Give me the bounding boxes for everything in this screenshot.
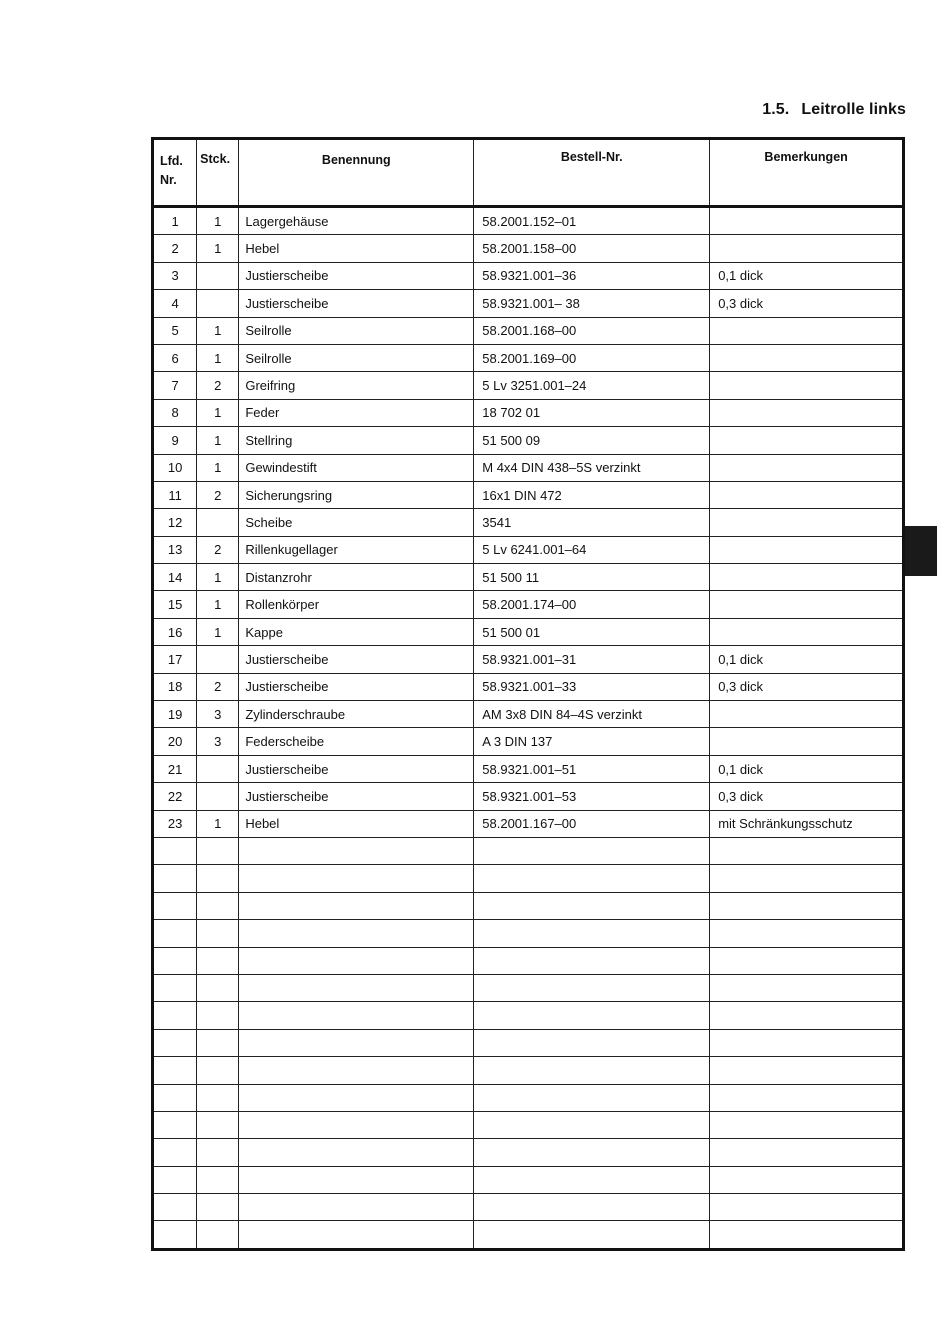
cell-lfd-nr: 2 <box>153 235 197 262</box>
cell-stck <box>197 974 239 1001</box>
table-row <box>153 317 904 344</box>
cell-benennung <box>239 1221 474 1249</box>
page-heading <box>762 101 906 119</box>
table-row <box>153 1111 904 1138</box>
cell-bemerkungen <box>710 207 904 235</box>
cell-bestell-nr <box>474 1139 710 1166</box>
cell-benennung: Justierscheibe <box>239 673 474 700</box>
table-row <box>153 399 904 426</box>
cell-benennung: Gewindestift <box>239 454 474 481</box>
cell-bestell-nr <box>474 1194 710 1221</box>
cell-benennung <box>239 1111 474 1138</box>
cell-benennung <box>239 892 474 919</box>
cell-benennung <box>239 1166 474 1193</box>
cell-bestell-nr <box>474 974 710 1001</box>
cell-lfd-nr <box>153 1166 197 1193</box>
cell-lfd-nr <box>153 1111 197 1138</box>
table-row <box>153 646 904 673</box>
cell-bestell-nr: 58.2001.168–00 <box>474 317 710 344</box>
table-row <box>153 564 904 591</box>
cell-bemerkungen <box>710 1139 904 1166</box>
cell-benennung: Justierscheibe <box>239 783 474 810</box>
table-row <box>153 783 904 810</box>
cell-stck: 1 <box>197 235 239 262</box>
cell-lfd-nr: 13 <box>153 536 197 563</box>
header-lfd-nr <box>153 139 197 207</box>
cell-benennung: Justierscheibe <box>239 755 474 782</box>
table-row <box>153 865 904 892</box>
cell-bemerkungen <box>710 920 904 947</box>
cell-bestell-nr: 5 Lv 6241.001–64 <box>474 536 710 563</box>
cell-benennung: Federscheibe <box>239 728 474 755</box>
cell-stck: 2 <box>197 372 239 399</box>
cell-stck: 3 <box>197 701 239 728</box>
cell-lfd-nr: 12 <box>153 509 197 536</box>
cell-bemerkungen <box>710 427 904 454</box>
cell-lfd-nr <box>153 920 197 947</box>
table-row <box>153 673 904 700</box>
section-number: 1.5. <box>762 101 790 118</box>
cell-bestell-nr: 58.9321.001–31 <box>474 646 710 673</box>
cell-stck <box>197 1139 239 1166</box>
header-bestell-nr: Bestell-Nr. <box>474 139 710 207</box>
cell-bestell-nr: 58.9321.001–33 <box>474 673 710 700</box>
cell-lfd-nr: 11 <box>153 481 197 508</box>
cell-stck: 2 <box>197 673 239 700</box>
table-row <box>153 1194 904 1221</box>
cell-lfd-nr: 10 <box>153 454 197 481</box>
cell-bemerkungen <box>710 1221 904 1249</box>
cell-lfd-nr: 8 <box>153 399 197 426</box>
table-row <box>153 427 904 454</box>
table-row <box>153 728 904 755</box>
cell-bemerkungen <box>710 481 904 508</box>
cell-benennung <box>239 1002 474 1029</box>
cell-stck <box>197 865 239 892</box>
cell-bemerkungen: 0,1 dick <box>710 646 904 673</box>
cell-lfd-nr: 21 <box>153 755 197 782</box>
cell-lfd-nr <box>153 947 197 974</box>
cell-lfd-nr: 17 <box>153 646 197 673</box>
cell-benennung: Hebel <box>239 810 474 837</box>
cell-stck: 1 <box>197 591 239 618</box>
table-row <box>153 920 904 947</box>
cell-bestell-nr: 58.2001.174–00 <box>474 591 710 618</box>
cell-bemerkungen: mit Schränkungsschutz <box>710 810 904 837</box>
cell-bemerkungen <box>710 1194 904 1221</box>
cell-bemerkungen <box>710 865 904 892</box>
cell-benennung <box>239 974 474 1001</box>
cell-bemerkungen <box>710 1002 904 1029</box>
table-row <box>153 810 904 837</box>
cell-lfd-nr: 23 <box>153 810 197 837</box>
cell-benennung: Zylinderschraube <box>239 701 474 728</box>
cell-bemerkungen <box>710 235 904 262</box>
cell-stck <box>197 783 239 810</box>
table-row <box>153 591 904 618</box>
cell-bemerkungen <box>710 974 904 1001</box>
table-row <box>153 892 904 919</box>
table-row <box>153 344 904 371</box>
cell-stck <box>197 1221 239 1249</box>
cell-stck: 1 <box>197 618 239 645</box>
cell-bestell-nr <box>474 1221 710 1249</box>
cell-bestell-nr: 51 500 01 <box>474 618 710 645</box>
cell-lfd-nr <box>153 1057 197 1084</box>
cell-bemerkungen <box>710 1111 904 1138</box>
cell-bestell-nr: A 3 DIN 137 <box>474 728 710 755</box>
cell-bestell-nr: 51 500 11 <box>474 564 710 591</box>
cell-stck: 1 <box>197 317 239 344</box>
cell-benennung <box>239 1029 474 1056</box>
cell-bestell-nr <box>474 837 710 864</box>
cell-stck <box>197 837 239 864</box>
cell-bestell-nr: 18 702 01 <box>474 399 710 426</box>
header-lfd-label: Lfd. <box>160 154 183 168</box>
cell-bemerkungen <box>710 317 904 344</box>
table-row <box>153 262 904 289</box>
table-row <box>153 207 904 235</box>
table-row <box>153 755 904 782</box>
cell-benennung: Rollenkörper <box>239 591 474 618</box>
cell-lfd-nr: 20 <box>153 728 197 755</box>
cell-lfd-nr: 14 <box>153 564 197 591</box>
table-row <box>153 290 904 317</box>
cell-stck: 3 <box>197 728 239 755</box>
cell-stck: 1 <box>197 427 239 454</box>
cell-bestell-nr <box>474 1029 710 1056</box>
table-row <box>153 1084 904 1111</box>
cell-benennung: Sicherungsring <box>239 481 474 508</box>
cell-stck <box>197 947 239 974</box>
cell-benennung: Lagergehäuse <box>239 207 474 235</box>
header-stck: Stck. <box>197 139 239 207</box>
cell-benennung: Rillenkugellager <box>239 536 474 563</box>
header-nr-label: Nr. <box>160 173 177 187</box>
table-row <box>153 235 904 262</box>
cell-stck <box>197 755 239 782</box>
table-row <box>153 1029 904 1056</box>
cell-bestell-nr: 58.9321.001–36 <box>474 262 710 289</box>
cell-lfd-nr: 4 <box>153 290 197 317</box>
cell-benennung: Distanzrohr <box>239 564 474 591</box>
cell-bestell-nr <box>474 1002 710 1029</box>
cell-lfd-nr: 3 <box>153 262 197 289</box>
cell-benennung <box>239 1194 474 1221</box>
cell-bemerkungen: 0,3 dick <box>710 783 904 810</box>
cell-bestell-nr <box>474 1166 710 1193</box>
cell-benennung: Kappe <box>239 618 474 645</box>
table-row <box>153 454 904 481</box>
cell-benennung: Greifring <box>239 372 474 399</box>
cell-lfd-nr <box>153 837 197 864</box>
table-row <box>153 701 904 728</box>
cell-lfd-nr <box>153 974 197 1001</box>
cell-lfd-nr <box>153 1221 197 1249</box>
cell-bemerkungen <box>710 372 904 399</box>
cell-benennung: Hebel <box>239 235 474 262</box>
cell-benennung: Scheibe <box>239 509 474 536</box>
table-row <box>153 1002 904 1029</box>
table-row <box>153 536 904 563</box>
cell-lfd-nr: 19 <box>153 701 197 728</box>
table-row <box>153 1057 904 1084</box>
cell-stck <box>197 646 239 673</box>
cell-stck: 1 <box>197 344 239 371</box>
cell-bestell-nr <box>474 1057 710 1084</box>
cell-stck: 1 <box>197 454 239 481</box>
cell-bemerkungen <box>710 618 904 645</box>
cell-lfd-nr <box>153 1002 197 1029</box>
cell-lfd-nr <box>153 1029 197 1056</box>
cell-lfd-nr: 22 <box>153 783 197 810</box>
cell-benennung: Stellring <box>239 427 474 454</box>
cell-stck <box>197 1194 239 1221</box>
cell-lfd-nr: 15 <box>153 591 197 618</box>
cell-bestell-nr <box>474 947 710 974</box>
cell-bestell-nr: 58.2001.169–00 <box>474 344 710 371</box>
table-row <box>153 1166 904 1193</box>
cell-stck <box>197 1166 239 1193</box>
cell-bestell-nr: 5 Lv 3251.001–24 <box>474 372 710 399</box>
parts-list-table <box>151 137 905 1251</box>
cell-bestell-nr: AM 3x8 DIN 84–4S verzinkt <box>474 701 710 728</box>
table-row <box>153 372 904 399</box>
cell-lfd-nr <box>153 1194 197 1221</box>
section-title: Leitrolle links <box>801 101 906 118</box>
cell-bemerkungen <box>710 701 904 728</box>
cell-benennung: Feder <box>239 399 474 426</box>
cell-stck: 1 <box>197 810 239 837</box>
header-benennung: Benennung <box>239 139 474 207</box>
cell-benennung <box>239 865 474 892</box>
cell-stck: 1 <box>197 564 239 591</box>
cell-bemerkungen <box>710 536 904 563</box>
cell-bemerkungen <box>710 1084 904 1111</box>
cell-lfd-nr <box>153 865 197 892</box>
cell-bemerkungen <box>710 591 904 618</box>
cell-bemerkungen <box>710 344 904 371</box>
cell-bemerkungen <box>710 947 904 974</box>
table-row <box>153 509 904 536</box>
cell-lfd-nr: 16 <box>153 618 197 645</box>
cell-stck: 2 <box>197 536 239 563</box>
cell-stck <box>197 1002 239 1029</box>
cell-bemerkungen: 0,3 dick <box>710 673 904 700</box>
table-row <box>153 481 904 508</box>
cell-bestell-nr <box>474 892 710 919</box>
table-row <box>153 618 904 645</box>
cell-bemerkungen <box>710 399 904 426</box>
cell-bemerkungen <box>710 1166 904 1193</box>
cell-benennung <box>239 1057 474 1084</box>
cell-bestell-nr: 58.2001.152–01 <box>474 207 710 235</box>
cell-stck <box>197 290 239 317</box>
cell-bemerkungen <box>710 454 904 481</box>
cell-stck: 1 <box>197 207 239 235</box>
cell-stck: 1 <box>197 399 239 426</box>
table-row <box>153 947 904 974</box>
cell-benennung <box>239 947 474 974</box>
cell-stck <box>197 262 239 289</box>
cell-lfd-nr: 1 <box>153 207 197 235</box>
cell-benennung: Justierscheibe <box>239 262 474 289</box>
cell-lfd-nr <box>153 1139 197 1166</box>
cell-stck <box>197 892 239 919</box>
cell-bestell-nr: 16x1 DIN 472 <box>474 481 710 508</box>
cell-benennung <box>239 1139 474 1166</box>
cell-bestell-nr <box>474 1111 710 1138</box>
table-row <box>153 974 904 1001</box>
cell-stck <box>197 1111 239 1138</box>
cell-bestell-nr <box>474 865 710 892</box>
cell-bemerkungen <box>710 509 904 536</box>
cell-bestell-nr: 51 500 09 <box>474 427 710 454</box>
chapter-tab-marker <box>903 526 937 576</box>
cell-stck <box>197 509 239 536</box>
cell-lfd-nr <box>153 892 197 919</box>
cell-lfd-nr <box>153 1084 197 1111</box>
cell-bestell-nr: M 4x4 DIN 438–5S verzinkt <box>474 454 710 481</box>
cell-bemerkungen: 0,3 dick <box>710 290 904 317</box>
cell-stck <box>197 1057 239 1084</box>
cell-bestell-nr: 58.2001.167–00 <box>474 810 710 837</box>
cell-bemerkungen: 0,1 dick <box>710 262 904 289</box>
header-bemerkungen: Bemerkungen <box>710 139 904 207</box>
cell-bestell-nr: 58.2001.158–00 <box>474 235 710 262</box>
cell-benennung <box>239 1084 474 1111</box>
cell-lfd-nr: 7 <box>153 372 197 399</box>
cell-benennung: Seilrolle <box>239 317 474 344</box>
cell-lfd-nr: 6 <box>153 344 197 371</box>
table-row <box>153 1221 904 1249</box>
cell-lfd-nr: 18 <box>153 673 197 700</box>
cell-stck: 2 <box>197 481 239 508</box>
cell-stck <box>197 1029 239 1056</box>
cell-benennung: Seilrolle <box>239 344 474 371</box>
cell-bemerkungen: 0,1 dick <box>710 755 904 782</box>
header-row <box>153 139 904 207</box>
table-header <box>153 139 904 207</box>
cell-bestell-nr: 58.9321.001–51 <box>474 755 710 782</box>
table-row <box>153 837 904 864</box>
table-body <box>153 207 904 1250</box>
cell-stck <box>197 920 239 947</box>
cell-bestell-nr <box>474 1084 710 1111</box>
cell-benennung <box>239 920 474 947</box>
cell-benennung: Justierscheibe <box>239 290 474 317</box>
cell-bemerkungen <box>710 837 904 864</box>
cell-bestell-nr: 58.9321.001–53 <box>474 783 710 810</box>
cell-bemerkungen <box>710 728 904 755</box>
cell-bestell-nr: 58.9321.001– 38 <box>474 290 710 317</box>
cell-benennung <box>239 837 474 864</box>
cell-bemerkungen <box>710 1029 904 1056</box>
cell-stck <box>197 1084 239 1111</box>
cell-bemerkungen <box>710 1057 904 1084</box>
cell-lfd-nr: 5 <box>153 317 197 344</box>
cell-benennung: Justierscheibe <box>239 646 474 673</box>
cell-bemerkungen <box>710 892 904 919</box>
table-row <box>153 1139 904 1166</box>
cell-bestell-nr <box>474 920 710 947</box>
cell-bemerkungen <box>710 564 904 591</box>
cell-lfd-nr: 9 <box>153 427 197 454</box>
cell-bestell-nr: 3541 <box>474 509 710 536</box>
